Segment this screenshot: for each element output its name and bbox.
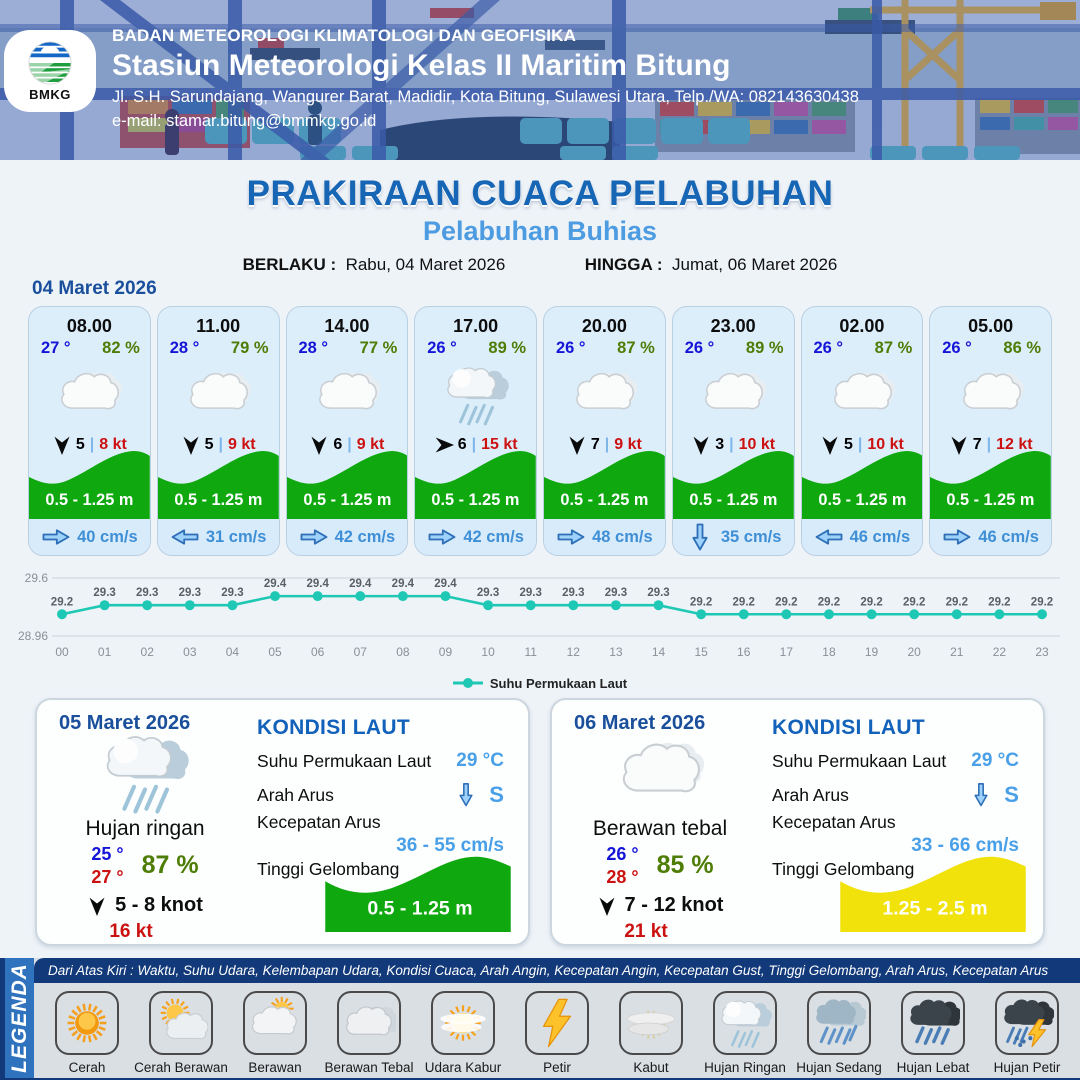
day-date: 05 Maret 2026 — [59, 712, 191, 734]
chart-legend-marker-icon — [453, 677, 483, 689]
wave-height-badge — [544, 445, 665, 519]
berawan-icon — [185, 362, 251, 428]
legend-item-label: Hujan Petir — [993, 1060, 1061, 1075]
current-arrow-left-icon — [814, 527, 844, 547]
current-arrow-down-icon — [690, 522, 710, 552]
current-row — [415, 519, 536, 555]
chart-x-tick: 22 — [992, 645, 1007, 659]
weather-icon — [829, 362, 895, 428]
chart-x-tick: 21 — [950, 645, 964, 659]
time-label: 02.00 — [839, 316, 885, 336]
gust-speed: 9 kt — [228, 436, 256, 453]
current-arrow-down-icon — [458, 782, 475, 808]
kondisi-laut-heading: KONDISI LAUT — [772, 716, 925, 739]
chart-point-label: 29.4 — [434, 578, 457, 591]
wave-badge — [324, 850, 512, 932]
chart-point-label: 29.2 — [860, 596, 883, 609]
berawan-icon — [700, 362, 766, 428]
legend-items — [34, 983, 1080, 1078]
gust-speed: 8 kt — [99, 436, 127, 453]
chart-x-tick: 06 — [310, 645, 325, 659]
legend-item — [607, 991, 695, 1075]
weather-icon — [958, 362, 1024, 428]
sst-value: 29 °C — [456, 750, 504, 771]
chart-point-label: 29.4 — [263, 578, 287, 591]
temperature: 26 ° — [942, 339, 972, 357]
chart-point-label: 29.3 — [562, 587, 585, 600]
temperature: 28 ° — [298, 339, 329, 357]
legend-item-box — [901, 991, 965, 1055]
chart-x-tick: 09 — [438, 645, 453, 659]
wind-speed: 7 — [590, 436, 600, 453]
chart-point-label: 29.3 — [136, 587, 159, 600]
current-row — [29, 519, 150, 555]
sst-chart — [0, 562, 1080, 668]
agency-name: BADAN METEOROLOGI KLIMATOLOGI DAN GEOFISIKA — [112, 26, 577, 45]
current-arrow-right-icon — [556, 527, 586, 547]
forecast-card — [157, 306, 280, 556]
hujan-ringan-icon — [101, 729, 189, 817]
chart-point-label: 29.3 — [476, 587, 500, 600]
current-arrow-right-icon — [942, 527, 972, 547]
chart-point-label: 29.2 — [689, 596, 713, 609]
humidity: 77 % — [359, 339, 398, 357]
legend-item-label: Berawan Tebal — [324, 1060, 414, 1075]
weather-icon — [185, 362, 251, 428]
current-arrow-right-icon — [427, 527, 457, 547]
chart-x-tick: 08 — [396, 645, 410, 659]
wave-height-value: 0.5 - 1.25 m — [560, 490, 649, 510]
hujan-lebat-icon — [906, 996, 960, 1050]
forecast-date: 04 Maret 2026 — [32, 278, 157, 299]
hujan-sedang-icon — [812, 996, 866, 1050]
condition-label: Berawan tebal — [592, 817, 728, 840]
station-address: Jl. S.H. Sarundajang, Wangurer Barat, Madidir, Kota Bitung, Sulawesi Utara, Telp./WA: 082143630438 — [112, 88, 859, 106]
wave-height-badge — [158, 445, 279, 519]
legend-item — [134, 991, 228, 1075]
title-section — [0, 160, 1080, 278]
wave-height-badge — [802, 445, 923, 519]
current-speed: 35 cm/s — [720, 527, 782, 546]
legend-item — [983, 991, 1071, 1075]
berawan-icon — [571, 362, 637, 428]
day-gust: 21 kt — [624, 921, 668, 942]
time-label: 08.00 — [66, 316, 112, 336]
udara-kabur-icon — [436, 996, 490, 1050]
gust-speed: 9 kt — [614, 436, 642, 453]
wind-speed: 5 — [843, 436, 853, 453]
page-title: PRAKIRAAN CUACA PELABUHAN — [246, 174, 834, 213]
wind-range-row — [597, 894, 724, 917]
wave-height-badge — [930, 445, 1051, 519]
wind-speed: 3 — [715, 436, 725, 453]
legend-item-label: Hujan Ringan — [704, 1060, 786, 1075]
current-row — [544, 519, 665, 555]
current-dir-value: S — [489, 782, 504, 807]
chart-point-label: 29.2 — [775, 596, 798, 609]
current-speed: 31 cm/s — [205, 527, 267, 546]
time-label: 05.00 — [968, 316, 1014, 336]
legend-item-label: Udara Kabur — [424, 1060, 502, 1075]
bmkg-logo-icon — [27, 40, 73, 86]
current-dir-label: Arah Arus — [772, 784, 849, 805]
chart-y-tick: 29.6 — [24, 571, 48, 585]
legend-item-box — [619, 991, 683, 1055]
legend-band-label: LEGENDA — [7, 963, 31, 1073]
wave-height-value: 0.5 - 1.25 m — [302, 490, 391, 510]
current-speed-value: 33 - 66 cm/s — [911, 835, 1019, 856]
legend-item-label: Kabut — [633, 1060, 669, 1075]
wind-speed: 6 — [457, 436, 467, 453]
chart-x-tick: 17 — [779, 645, 794, 659]
berlaku-value: Rabu, 04 Maret 2026 — [345, 255, 506, 274]
temp-min: 26 ° — [606, 844, 639, 864]
chart-point-label: 29.4 — [306, 578, 329, 591]
chart-point-label: 29.2 — [945, 596, 968, 609]
chart-x-tick: 14 — [651, 645, 666, 659]
current-speed: 46 cm/s — [849, 527, 911, 546]
day-summary-row — [0, 690, 1080, 946]
forecast-card — [414, 306, 537, 556]
weather-icon — [56, 362, 122, 428]
berawan-icon — [958, 362, 1024, 428]
temperature: 26 ° — [556, 339, 586, 357]
legend-item-box — [713, 991, 777, 1055]
legend-item-label: Hujan Sedang — [796, 1060, 882, 1075]
sst-label: Suhu Permukaan Laut — [257, 750, 432, 771]
wind-direction-icon — [87, 895, 107, 917]
temperature: 26 ° — [813, 339, 844, 357]
wave-height-value: 0.5 - 1.25 m — [817, 490, 906, 510]
berlaku-label: BERLAKU : — [242, 255, 337, 274]
chart-point-label: 29.2 — [1030, 596, 1054, 609]
chart-x-tick: 11 — [524, 645, 537, 659]
current-arrow-left-icon — [170, 527, 200, 547]
chart-x-tick: 20 — [907, 645, 921, 659]
chart-point-label: 29.3 — [647, 587, 670, 600]
wave-height-value: 0.5 - 1.25 m — [431, 490, 520, 510]
berawan-icon — [56, 362, 122, 428]
current-dir-label: Arah Arus — [257, 784, 334, 805]
day-date: 06 Maret 2026 — [574, 712, 706, 734]
gust-speed: 12 kt — [996, 436, 1033, 453]
chart-point-label: 29.3 — [221, 587, 244, 600]
divider: | — [729, 436, 734, 453]
berawan-icon — [314, 362, 380, 428]
legend-item — [795, 991, 883, 1075]
day-card — [550, 698, 1045, 946]
wind-speed: 5 — [204, 436, 214, 453]
legend-item — [231, 991, 319, 1075]
day-weather-icon — [101, 729, 189, 815]
current-speed: 42 cm/s — [334, 527, 396, 546]
weather-icon — [443, 362, 509, 428]
chart-y-tick: 28.96 — [17, 629, 48, 643]
wave-height-badge — [287, 445, 408, 519]
legend-band — [0, 958, 34, 1078]
temperature: 27 ° — [41, 339, 71, 357]
weather-icon — [571, 362, 637, 428]
legend-item — [701, 991, 789, 1075]
humidity: 86 % — [1003, 339, 1041, 357]
divider: | — [604, 436, 610, 453]
wind-range-row — [87, 894, 203, 917]
chart-x-tick: 01 — [97, 645, 112, 659]
legend-item-box — [337, 991, 401, 1055]
day-humidity: 87 % — [141, 851, 199, 879]
current-row — [287, 519, 408, 555]
current-speed: 42 cm/s — [463, 527, 524, 546]
kondisi-laut-heading: KONDISI LAUT — [257, 716, 410, 739]
temperature: 26 ° — [427, 339, 457, 357]
wave-badge — [839, 850, 1027, 932]
divider: | — [986, 436, 992, 453]
chart-legend-label: Suhu Permukaan Laut — [489, 675, 628, 691]
chart-x-tick: 02 — [140, 645, 154, 659]
legend-item-box — [55, 991, 119, 1055]
current-arrow-down-icon — [973, 782, 990, 808]
berawan-icon — [829, 362, 895, 428]
temperature: 28 ° — [169, 339, 200, 357]
gust-speed: 10 kt — [738, 436, 776, 453]
time-label: 17.00 — [453, 316, 499, 336]
chart-x-tick: 23 — [1035, 645, 1049, 659]
chart-x-tick: 04 — [225, 645, 240, 659]
temp-min: 25 ° — [91, 844, 124, 864]
current-row — [802, 519, 923, 555]
chart-x-tick: 05 — [268, 645, 282, 659]
berawan-legend-icon — [248, 996, 302, 1050]
station-email: e-mail: stamar.bitung@bmmkg.go.id — [112, 112, 377, 130]
chart-point-label: 29.2 — [50, 596, 74, 609]
wave-height-value: 0.5 - 1.25 m — [946, 490, 1035, 510]
humidity: 82 % — [102, 339, 140, 357]
chart-x-tick: 03 — [183, 645, 197, 659]
chart-point-label: 29.3 — [93, 587, 116, 600]
cerah-berawan-icon — [154, 996, 208, 1050]
humidity: 89 % — [488, 339, 526, 357]
forecast-card — [672, 306, 795, 556]
chart-point-label: 29.3 — [519, 587, 542, 600]
legend-item-box — [525, 991, 589, 1055]
petir-icon — [530, 996, 584, 1050]
chart-point-label: 29.2 — [902, 596, 926, 609]
humidity: 79 % — [230, 339, 269, 357]
header — [0, 0, 1080, 160]
chart-point-label: 29.3 — [604, 587, 628, 600]
legend-item-box — [807, 991, 871, 1055]
legend-item — [513, 991, 601, 1075]
chart-point-label: 29.4 — [391, 578, 415, 591]
chart-point-label: 29.4 — [349, 578, 372, 591]
humidity: 87 % — [617, 339, 655, 357]
hujan-ringan-icon — [718, 996, 772, 1050]
validity-line — [0, 255, 1080, 275]
divider: | — [218, 436, 224, 453]
gust-speed: 15 kt — [481, 436, 518, 453]
legend-item-label: Petir — [543, 1060, 571, 1075]
current-arrow-right-icon — [299, 527, 329, 547]
time-label: 14.00 — [324, 316, 370, 336]
gust-speed: 10 kt — [867, 436, 904, 453]
chart-point-label: 29.2 — [988, 596, 1011, 609]
wave-height-value: 0.5 - 1.25 m — [689, 490, 778, 510]
current-row — [673, 519, 794, 555]
gust-speed: 9 kt — [356, 436, 385, 453]
weather-icon — [314, 362, 380, 428]
weather-icon — [700, 362, 766, 428]
condition-label: Hujan ringan — [85, 817, 205, 840]
temp-max: 28 ° — [606, 866, 639, 887]
forecast-card — [929, 306, 1052, 556]
wind-range: 7 - 12 knot — [624, 894, 724, 916]
current-speed-label: Kecepatan Arus — [772, 812, 896, 832]
current-speed: 48 cm/s — [592, 527, 653, 546]
chart-x-tick: 19 — [864, 645, 879, 659]
legend-item-label: Cerah Berawan — [134, 1060, 228, 1075]
sst-chart-section — [0, 556, 1080, 690]
legend-item-box — [149, 991, 213, 1055]
hujan-ringan-icon — [443, 362, 509, 428]
divider: | — [347, 436, 352, 453]
day-gust: 16 kt — [109, 921, 153, 942]
current-row — [930, 519, 1051, 555]
legend-item — [43, 991, 131, 1075]
legend-item-box — [243, 991, 307, 1055]
chart-x-tick: 10 — [481, 645, 495, 659]
hingga-label: HINGGA : — [584, 255, 663, 274]
wave-label: Tinggi Gelombang — [257, 859, 400, 879]
legend-item — [419, 991, 507, 1075]
chart-x-tick: 00 — [55, 645, 69, 659]
legend-strip — [0, 958, 1080, 1078]
chart-x-tick: 15 — [694, 645, 708, 659]
current-speed-label: Kecepatan Arus — [257, 812, 381, 832]
forecast-card — [28, 306, 151, 556]
current-arrow-right-icon — [41, 527, 71, 547]
forecast-card-row — [0, 306, 1080, 556]
station-name: Stasiun Meteorologi Kelas II Maritim Bitung — [112, 49, 731, 82]
wave-height-value: 0.5 - 1.25 m — [45, 490, 134, 510]
legend-item-box — [995, 991, 1059, 1055]
wind-speed: 6 — [333, 436, 343, 453]
wave-label: Tinggi Gelombang — [772, 859, 915, 879]
hingga-value: Jumat, 06 Maret 2026 — [671, 255, 838, 274]
time-label: 11.00 — [196, 316, 241, 336]
chart-x-tick: 18 — [822, 645, 836, 659]
legend-item — [889, 991, 977, 1075]
wind-direction-icon — [597, 895, 617, 917]
wind-speed: 7 — [972, 436, 982, 453]
divider: | — [89, 436, 95, 453]
berawan-tebal-icon — [342, 996, 396, 1050]
legend-item-box — [431, 991, 495, 1055]
wind-range: 5 - 8 knot — [115, 894, 203, 916]
divider: | — [471, 436, 477, 453]
kabut-icon — [624, 996, 678, 1050]
day-card — [35, 698, 530, 946]
page-subtitle: Pelabuhan Buhias — [422, 216, 658, 246]
chart-x-tick: 12 — [566, 645, 580, 659]
wave-badge-value: 0.5 - 1.25 m — [367, 897, 473, 920]
forecast-card — [801, 306, 924, 556]
humidity: 89 % — [745, 339, 784, 357]
cerah-icon — [60, 996, 114, 1050]
temp-max: 27 ° — [91, 866, 124, 887]
forecast-card — [286, 306, 409, 556]
berawan-icon — [616, 729, 704, 817]
legend-item-label: Berawan — [248, 1060, 302, 1075]
wave-height-badge — [673, 445, 794, 519]
chart-point-label: 29.2 — [817, 596, 841, 609]
chart-x-tick: 13 — [609, 645, 623, 659]
legend-item — [325, 991, 413, 1075]
time-label: 23.00 — [710, 316, 756, 336]
sst-value: 29 °C — [971, 750, 1019, 771]
chart-point-label: 29.2 — [732, 596, 755, 609]
current-speed: 46 cm/s — [978, 527, 1039, 546]
chart-x-tick: 16 — [737, 645, 751, 659]
wave-height-badge — [29, 445, 150, 519]
current-speed: 40 cm/s — [77, 527, 138, 546]
chart-point-label: 29.3 — [178, 587, 202, 600]
wave-height-badge — [415, 445, 536, 519]
bmkg-logo-text: BMKG — [29, 87, 71, 102]
humidity: 87 % — [874, 339, 913, 357]
sst-label: Suhu Permukaan Laut — [772, 750, 947, 771]
hujan-petir-icon — [1000, 996, 1054, 1050]
temperature: 26 ° — [684, 339, 715, 357]
day-humidity: 85 % — [656, 851, 714, 879]
wind-speed: 5 — [75, 436, 85, 453]
current-dir-value: S — [1004, 782, 1019, 807]
wave-height-value: 0.5 - 1.25 m — [174, 490, 263, 510]
day-weather-icon — [616, 729, 704, 815]
legend-caption: Dari Atas Kiri : Waktu, Suhu Udara, Kelembapan Udara, Kondisi Cuaca, Arah Angin, Kecepatan Angin, Kecepatan Gust, Tinggi Gelombang, Arah Arus, Kecepatan Arus — [34, 958, 1080, 983]
divider: | — [857, 436, 863, 453]
chart-x-tick: 07 — [353, 645, 367, 659]
legend-item-label: Hujan Lebat — [896, 1060, 970, 1075]
current-row — [158, 519, 279, 555]
current-speed-value: 36 - 55 cm/s — [396, 835, 504, 856]
wave-badge-value: 1.25 - 2.5 m — [882, 897, 988, 920]
bmkg-logo — [4, 30, 96, 112]
legend-item-label: Cerah — [68, 1060, 106, 1075]
forecast-card — [543, 306, 666, 556]
time-label: 20.00 — [581, 316, 627, 336]
